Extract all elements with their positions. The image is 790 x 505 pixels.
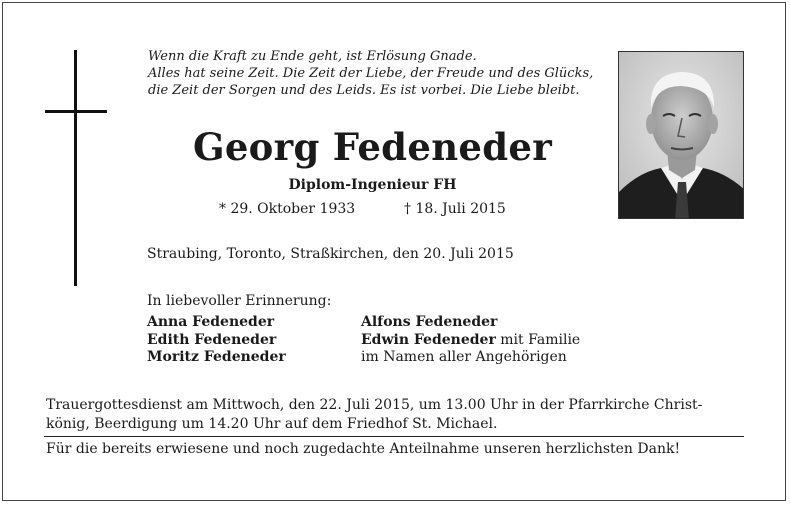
mourner-entry [361, 314, 580, 332]
mourner-entry [361, 332, 580, 350]
mourners-left-column [147, 314, 286, 367]
mourner-entry [361, 349, 580, 367]
service-line: Trauergottesdienst am Mittwoch, den 22. Juli 2015, um 13.00 Uhr in der Pfarrkirche Christ- [46, 397, 703, 413]
poem-line: Alles hat seine Zeit. Die Zeit der Liebe, der Freude und des Glücks, [148, 66, 594, 81]
birth-date: * 29. Oktober 1933 [219, 201, 356, 217]
mourner-suffix: im Namen aller Angehörigen [361, 349, 567, 365]
mourner-name: Edwin Fedeneder [361, 331, 496, 348]
divider-line [44, 436, 744, 437]
cross-horizontal-bar [45, 110, 107, 113]
mourner-name: Alfons Fedeneder [361, 314, 498, 330]
cross-vertical-bar [74, 50, 77, 286]
service-line: könig, Beerdigung um 14.20 Uhr auf dem Friedhof St. Michael. [46, 416, 498, 432]
place-and-date: Straubing, Toronto, Straßkirchen, den 20. Juli 2015 [147, 246, 514, 262]
mourner-name: Moritz Fedeneder [147, 349, 286, 365]
memory-label: In liebevoller Erinnerung: [147, 293, 332, 309]
poem-line: Wenn die Kraft zu Ende geht, ist Erlösung Gnade. [148, 49, 477, 64]
funeral-service-info [46, 396, 744, 434]
thanks-note: Für die bereits erwiesene und noch zugedachte Anteilnahme unseren herzlichsten Dank! [46, 441, 681, 457]
deceased-name: Georg Fedeneder [192, 125, 553, 169]
deceased-title: Diplom-Ingenieur FH [288, 177, 457, 193]
mourner-suffix: mit Familie [495, 331, 581, 348]
mourners-right-column [361, 314, 580, 367]
poem-line: die Zeit der Sorgen und des Leids. Es ist vorbei. Die Liebe bleibt. [148, 83, 580, 98]
mourner-name: Edith Fedeneder [147, 331, 277, 348]
poem-verse [148, 48, 593, 99]
mourner-name: Anna Fedeneder [147, 314, 275, 330]
portrait-photo [618, 51, 744, 219]
death-date: † 18. Juli 2015 [404, 201, 506, 217]
